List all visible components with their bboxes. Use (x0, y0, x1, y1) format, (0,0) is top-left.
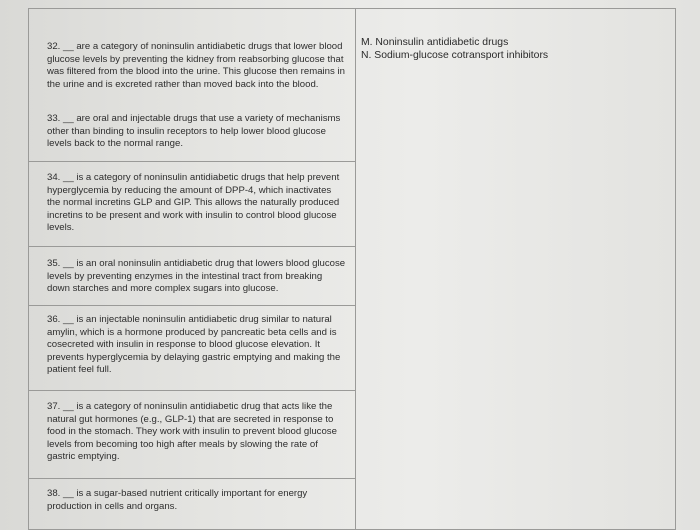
question-33: 33. __ are oral and injectable drugs that use a variety of mechanisms other than binding to insulin receptors to help lower blood glucose levels back to the normal range. (47, 113, 341, 150)
question-35: 35. __ is an oral noninsulin antidiabetic drug that lowers blood glucose levels by preventing enzymes in the intestinal tract from breaking down starches and more complex sugars into glucose. (47, 258, 346, 295)
question-34: 34. __ is a category of noninsulin antidiabetic drugs that help prevent hyperglycemia by reducing the amount of DPP-4, which inactivates the normal incretins GLP and GIP. This allows the naturally produced incretins to be present and work with insulin to control blood glucose levels. (47, 172, 340, 234)
question-36: 36. __ is an injectable noninsulin antidiabetic drug similar to natural amylin, which is a hormone produced by pancreatic beta cells and is cosecreted with insulin in response to blood glucose elevation. It prevents hyperglycemia by delaying gastric emptying and making the patient feel full. (47, 314, 341, 376)
answer-m: M. Noninsulin antidiabetic drugs (361, 37, 509, 48)
question-38: 38. __ is a sugar-based nutrient critically important for energy production in cells and organs. (47, 488, 308, 512)
answer-list (361, 36, 661, 62)
row-divider (29, 478, 355, 479)
column-divider (355, 9, 356, 529)
row-divider (29, 305, 355, 306)
question-32: 32. __ are a category of noninsulin antidiabetic drugs that lower blood glucose levels by preventing the kidney from reabsorbing glucose that was filtered from the blood into the urine. This glucose then remains in the urine and is excreted rather than moved back into the blood. (47, 41, 345, 90)
row-divider (29, 246, 355, 247)
answer-n: N. Sodium-glucose cotransport inhibitors (361, 50, 549, 61)
row-divider (29, 161, 355, 162)
matching-table (28, 8, 676, 530)
row-divider (29, 390, 355, 391)
question-37: 37. __ is a category of noninsulin antidiabetic drug that acts like the natural gut hormones (e.g., GLP-1) that are secreted in response to food in the stomach. They work with insulin to prevent blood glucose levels from becoming too high after meals by slowing the rate of gastric emptying. (47, 401, 337, 463)
